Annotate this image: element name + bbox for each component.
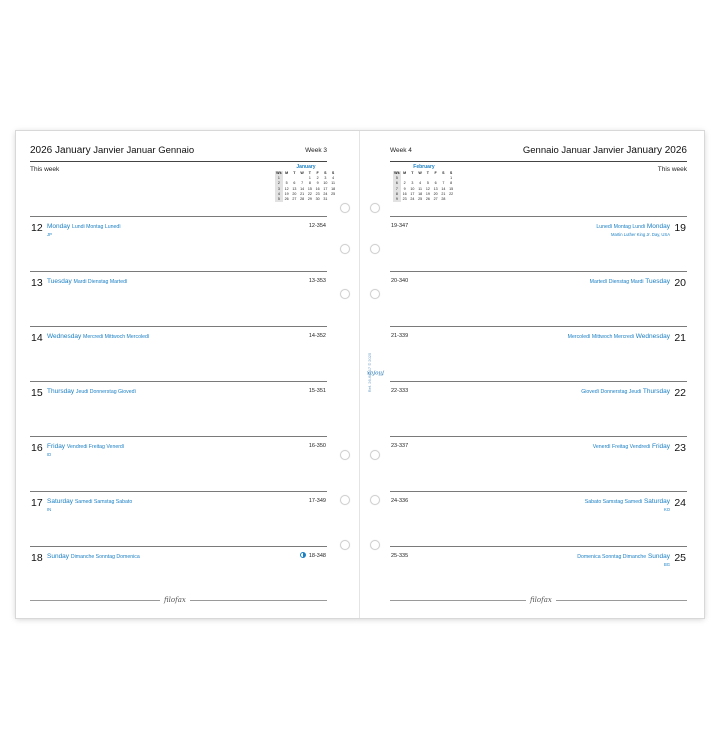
mini-calendar-header-cell: W <box>300 171 304 175</box>
day-row[interactable] <box>390 381 687 436</box>
day-name-translations: Giovedì Donnerstag Jeudi <box>581 389 642 395</box>
day-names <box>47 223 121 230</box>
day-names <box>581 388 670 395</box>
day-of-year-count: 22-333 <box>391 388 409 394</box>
day-number: 12 <box>31 222 43 234</box>
mini-calendar-week-number: 2 <box>275 181 283 186</box>
title-languages: Janvier Januar Gennaio <box>93 145 195 156</box>
day-row[interactable] <box>30 326 327 381</box>
day-of-year-count: 19-347 <box>391 223 409 229</box>
day-name-translations: Mardi Dienstag Martedì <box>73 279 128 285</box>
day-name-translations: Dimanche Sonntag Domenica <box>70 554 140 560</box>
day-name-english: Wednesday <box>635 333 670 340</box>
mini-calendar-day: 17 <box>410 191 415 196</box>
mini-calendar-day: 3 <box>411 181 414 186</box>
day-row[interactable] <box>390 326 687 381</box>
day-note: KO <box>663 507 670 512</box>
mini-calendar-day: 11 <box>331 181 335 186</box>
ring-hole <box>370 244 380 254</box>
mini-calendar-week-number: 4 <box>275 192 283 197</box>
day-number: 15 <box>31 387 43 399</box>
mini-calendar-day: 14 <box>300 186 305 191</box>
day-of-year-count: 12-354 <box>308 223 326 229</box>
mini-calendar-day: 6 <box>434 181 437 186</box>
day-names <box>585 498 670 505</box>
day-name-english: Monday <box>646 223 670 230</box>
week-label: Week 3 <box>305 147 327 154</box>
day-name-translations: Jeudi Donnerstag Giovedì <box>75 389 136 395</box>
mini-calendar-header-cell: S <box>324 171 327 175</box>
ring-hole <box>340 203 350 213</box>
mini-calendar-day: 12 <box>425 186 430 191</box>
day-row[interactable] <box>30 436 327 491</box>
mini-calendar-day: 2 <box>316 176 319 181</box>
day-number: 25 <box>674 552 686 564</box>
moon-phase-icon <box>300 552 306 558</box>
page-header <box>30 145 327 159</box>
ring-hole <box>370 540 380 550</box>
mini-calendar-day <box>329 197 337 202</box>
right-page <box>390 131 687 618</box>
day-name-english: Tuesday <box>47 278 72 285</box>
day-number: 13 <box>31 277 43 289</box>
mini-calendar-header-cell: W <box>418 171 422 175</box>
this-week-label: This week <box>30 166 60 173</box>
day-names <box>47 278 127 285</box>
day-name-translations: Sabato Samstag Samedi <box>584 499 643 505</box>
day-of-year-count: 17-349 <box>308 498 326 504</box>
mini-calendar-month: January <box>296 164 316 170</box>
mini-calendar-day: 1 <box>450 176 453 181</box>
day-name-english: Friday <box>651 443 670 450</box>
footer-logo: filofax <box>160 596 190 604</box>
day-number: 21 <box>674 332 686 344</box>
day-row[interactable] <box>390 436 687 491</box>
mini-calendar-day: 11 <box>418 186 422 191</box>
mini-calendar-day: 1 <box>308 176 311 181</box>
day-row[interactable] <box>30 546 327 601</box>
day-row[interactable] <box>390 491 687 546</box>
day-of-year-count: 15-351 <box>308 388 326 394</box>
day-row[interactable] <box>30 271 327 326</box>
day-name-translations: Venerdì Freitag Vendredi <box>592 444 651 450</box>
day-name-translations: Vendredi Freitag Venerdì <box>66 444 125 450</box>
day-name-english: Saturday <box>47 498 74 505</box>
title-year: January 2026 <box>626 145 687 156</box>
mini-calendar-header-cell: T <box>411 171 414 175</box>
mini-calendar-day: 28 <box>300 196 305 201</box>
mini-calendar-day: 15 <box>449 186 454 191</box>
day-number: 18 <box>31 552 43 564</box>
mini-calendar-day: 10 <box>323 181 328 186</box>
mini-calendar-header-cell: F <box>316 171 319 175</box>
ring-hole <box>370 450 380 460</box>
mini-calendar-day <box>447 197 455 202</box>
mini-calendar-day: 21 <box>300 191 305 196</box>
mini-calendar-grid <box>275 171 337 202</box>
mini-calendar-day: 15 <box>307 186 312 191</box>
day-names <box>47 553 140 560</box>
mini-calendar-day: 7 <box>301 181 304 186</box>
day-of-year-count: 18-348 <box>308 553 326 559</box>
mini-calendar-day: 5 <box>426 181 429 186</box>
mini-calendar-day: 20 <box>292 191 297 196</box>
mini-calendar-day: 25 <box>418 196 423 201</box>
day-names <box>47 388 136 395</box>
mini-calendar-day: 27 <box>433 196 438 201</box>
mini-calendar-day: 8 <box>450 181 453 186</box>
day-of-year-count: 24-336 <box>391 498 409 504</box>
ring-hole <box>340 244 350 254</box>
mini-calendar-day: 20 <box>433 191 438 196</box>
day-name-english: Monday <box>47 223 71 230</box>
mini-calendar <box>393 164 455 202</box>
mini-calendar-header-cell: Wk <box>276 171 282 175</box>
mini-calendar-header-cell: S <box>442 171 445 175</box>
day-note: ID <box>47 452 52 457</box>
day-names <box>47 498 132 505</box>
day-of-year-count: 16-350 <box>308 443 326 449</box>
mini-calendar-month: February <box>413 164 435 170</box>
mini-calendar-day: 14 <box>441 186 446 191</box>
mini-calendar-day: 4 <box>332 176 335 181</box>
mini-calendar-day: 19 <box>425 191 430 196</box>
day-number: 22 <box>674 387 686 399</box>
mini-calendar-header-cell: S <box>449 171 453 175</box>
day-number: 14 <box>31 332 43 344</box>
mini-calendar-day: 28 <box>441 196 446 201</box>
ring-hole <box>370 203 380 213</box>
day-row[interactable] <box>30 491 327 546</box>
day-note: Martin Luther King Jr. Day, USA <box>610 232 670 237</box>
mini-calendar-day: 16 <box>315 186 320 191</box>
day-name-english: Sunday <box>647 553 670 560</box>
mini-calendar-header-cell: M <box>403 171 407 175</box>
day-name-english: Tuesday <box>645 278 670 285</box>
day-name-english: Friday <box>47 443 66 450</box>
mini-calendar-day: 25 <box>331 191 336 196</box>
mini-calendar-day: 30 <box>315 196 320 201</box>
mini-calendar-header-cell: T <box>308 171 311 175</box>
day-note: BG <box>663 562 670 567</box>
ring-hole <box>340 495 350 505</box>
mini-calendar-day: 29 <box>307 196 312 201</box>
mini-calendar-week-number: 1 <box>275 176 283 181</box>
ring-hole <box>340 540 350 550</box>
day-number: 17 <box>31 497 43 509</box>
day-row[interactable] <box>390 546 687 601</box>
mini-calendar-header-cell: T <box>426 171 429 175</box>
day-names <box>47 443 124 450</box>
day-of-year-count: 13-353 <box>308 278 326 284</box>
diary-spread <box>16 131 704 618</box>
day-number: 24 <box>674 497 686 509</box>
mini-calendar-day: 22 <box>449 191 454 196</box>
mini-calendar-day: 19 <box>284 191 289 196</box>
mini-calendar-day: 27 <box>292 196 297 201</box>
mini-calendar-grid <box>393 171 455 202</box>
mini-calendar-day: 5 <box>285 181 288 186</box>
mini-calendar-header-cell: S <box>331 171 335 175</box>
day-name-translations: Lundi Montag Lunedì <box>71 224 121 230</box>
mini-calendar-day: 13 <box>433 186 438 191</box>
mini-calendar-day: 7 <box>442 181 445 186</box>
day-note: IN <box>47 507 52 512</box>
spine-brand: filofax <box>367 369 385 375</box>
day-number: 16 <box>31 442 43 454</box>
day-name-translations: Mercoledì Mittwoch Mercredi <box>567 334 634 340</box>
day-name-english: Thursday <box>47 388 75 395</box>
day-number: 19 <box>674 222 686 234</box>
day-note: JP <box>47 232 52 237</box>
mini-calendar-week-number: 8 <box>393 192 401 197</box>
mini-calendar-day: 24 <box>410 196 415 201</box>
footer-logo: filofax <box>526 596 556 604</box>
day-name-translations: Samedi Samstag Sabato <box>74 499 133 505</box>
day-names <box>596 223 670 230</box>
mini-calendar-week-number: 5 <box>393 176 401 181</box>
mini-calendar-day: 10 <box>410 186 415 191</box>
mini-calendar-day: 13 <box>292 186 297 191</box>
day-names <box>568 333 670 340</box>
mini-calendar-day: 3 <box>324 176 327 181</box>
ring-hole <box>370 289 380 299</box>
mini-calendar-day: 26 <box>284 196 289 201</box>
mini-calendar-day: 8 <box>308 181 311 186</box>
mini-calendar-week-number: 5 <box>275 197 283 202</box>
mini-calendar-day: 23 <box>402 196 407 201</box>
day-of-year-count: 14-352 <box>308 333 326 339</box>
ring-hole <box>340 450 350 460</box>
mini-calendar-day: 21 <box>441 191 446 196</box>
day-names <box>577 553 670 560</box>
mini-calendar-day: 18 <box>418 191 423 196</box>
day-name-translations: Mercredi Mittwoch Mercoledì <box>83 334 150 340</box>
mini-calendar-header-cell: F <box>434 171 437 175</box>
day-name-english: Wednesday <box>47 333 82 340</box>
day-row[interactable] <box>390 216 687 271</box>
day-name-translations: Domenica Sonntag Dimanche <box>577 554 647 560</box>
mini-calendar-day: 2 <box>403 181 406 186</box>
week-label: Week 4 <box>390 147 412 154</box>
mini-calendar-header-cell: M <box>285 171 289 175</box>
header-rule <box>390 161 687 162</box>
day-names <box>593 443 670 450</box>
day-of-year-count: 21-339 <box>391 333 409 339</box>
day-number: 23 <box>674 442 686 454</box>
day-row[interactable] <box>30 381 327 436</box>
day-number: 20 <box>674 277 686 289</box>
day-of-year-count: 20-340 <box>391 278 409 284</box>
ring-hole <box>340 289 350 299</box>
title-year: 2026 January <box>30 145 91 156</box>
page-title <box>30 145 194 156</box>
mini-calendar-day: 12 <box>284 186 289 191</box>
day-name-english: Thursday <box>642 388 670 395</box>
day-row[interactable] <box>390 271 687 326</box>
mini-calendar-week-number: 9 <box>393 197 401 202</box>
ring-hole <box>370 495 380 505</box>
header-rule <box>30 161 327 162</box>
day-name-english: Saturday <box>643 498 670 505</box>
day-name-translations: Martedì Dienstag Mardi <box>589 279 644 285</box>
mini-calendar-day: 31 <box>323 196 328 201</box>
mini-calendar-day: 4 <box>419 181 422 186</box>
this-week-label: This week <box>657 166 687 173</box>
mini-calendar-week-number: 6 <box>393 181 401 186</box>
day-of-year-count: 23-337 <box>391 443 409 449</box>
title-languages: Gennaio Januar Janvier <box>522 145 624 156</box>
left-page <box>30 131 336 618</box>
mini-calendar-week-number: 7 <box>393 187 401 192</box>
spine-code: Ref. 26-68517 © 2025 <box>367 352 373 392</box>
mini-calendar-day: 9 <box>403 186 406 191</box>
day-name-english: Sunday <box>47 553 70 560</box>
page-title <box>523 145 687 156</box>
mini-calendar-header-cell: Wk <box>394 171 400 175</box>
day-names <box>590 278 670 285</box>
mini-calendar-week-number: 3 <box>275 187 283 192</box>
mini-calendar-day: 17 <box>323 186 328 191</box>
mini-calendar-day: 6 <box>293 181 296 186</box>
mini-calendar-day: 24 <box>323 191 328 196</box>
mini-calendar-day: 23 <box>315 191 320 196</box>
day-of-year-count: 25-335 <box>391 553 409 559</box>
mini-calendar-day: 16 <box>402 191 407 196</box>
mini-calendar-day: 26 <box>425 196 430 201</box>
day-row[interactable] <box>30 216 327 271</box>
day-name-translations: Lunedì Montag Lundi <box>596 224 646 230</box>
mini-calendar-day: 18 <box>331 186 336 191</box>
mini-calendar-day: 22 <box>307 191 312 196</box>
mini-calendar-day: 9 <box>316 181 319 186</box>
day-names <box>47 333 149 340</box>
spine-imprint <box>362 312 385 432</box>
mini-calendar-header-cell: T <box>293 171 296 175</box>
page-header <box>390 145 687 159</box>
mini-calendar <box>275 164 337 202</box>
